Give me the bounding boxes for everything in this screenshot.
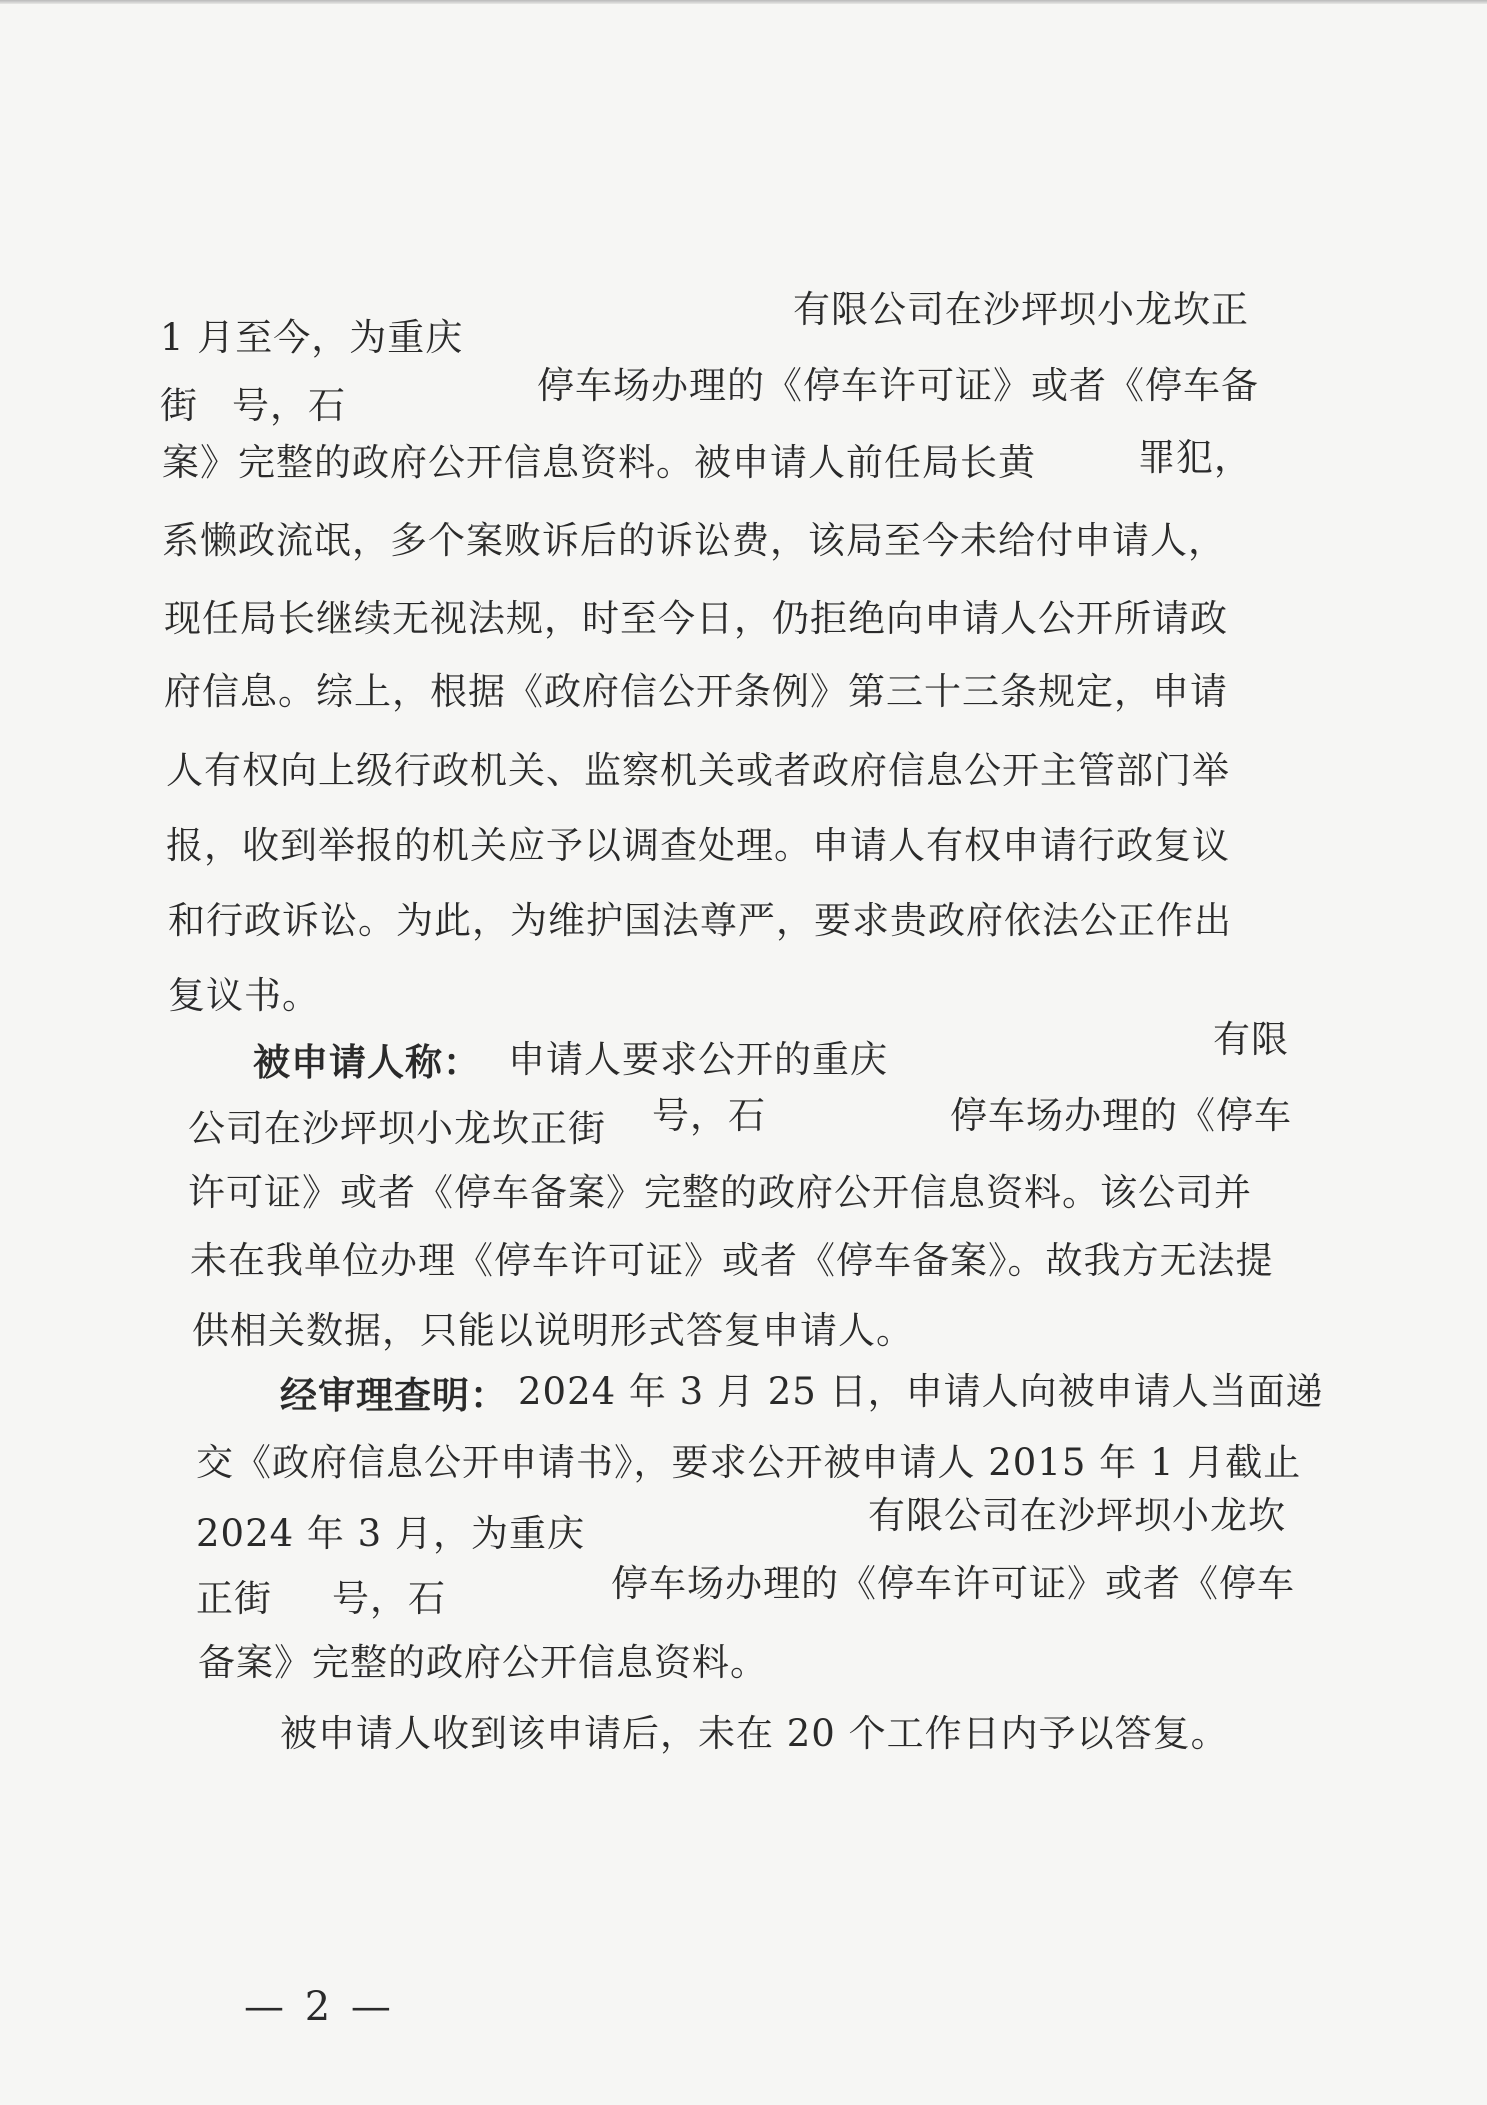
page-number: — 2 — bbox=[244, 1984, 395, 2030]
p1-line7: 人有权向上级行政机关、监察机关或者政府信息公开主管部门举 bbox=[166, 749, 1230, 792]
p2-line2-c: 停车场办理的《停车 bbox=[950, 1094, 1292, 1137]
p1-line2-a: 街 bbox=[160, 384, 198, 427]
p1-line3-b: 罪犯， bbox=[1138, 436, 1252, 479]
p3-line3-a: 2024 年 3 月，为重庆 bbox=[196, 1512, 585, 1555]
p3-line4-c: 停车场办理的《停车许可证》或者《停车 bbox=[611, 1562, 1295, 1605]
p1-line2-b: 号，石 bbox=[232, 384, 346, 427]
p1-line1-b: 有限公司在沙坪坝小龙坎正 bbox=[793, 288, 1249, 331]
p1-line8: 报，收到举报的机关应予以调查处理。申请人有权申请行政复议 bbox=[166, 824, 1230, 867]
p1-line6: 府信息。综上，根据《政府信公开条例》第三十三条规定，申请 bbox=[164, 670, 1228, 713]
p1-line2-c: 停车场办理的《停车许可证》或者《停车备 bbox=[537, 364, 1259, 407]
p2-line2-b: 号，石 bbox=[652, 1094, 766, 1137]
p2-line5: 供相关数据，只能以说明形式答复申请人。 bbox=[192, 1309, 914, 1352]
p4-line1: 被申请人收到该申请后，未在 20 个工作日内予以答复。 bbox=[280, 1712, 1229, 1755]
p1-line5: 现任局长继续无视法规，时至今日，仍拒绝向申请人公开所请政 bbox=[164, 597, 1228, 640]
p3-heading: 经审理查明： bbox=[280, 1374, 508, 1417]
scan-top-edge bbox=[0, 0, 1487, 4]
p2-line2-a: 公司在沙坪坝小龙坎正街 bbox=[188, 1107, 606, 1150]
p2-line1-a: 申请人要求公开的重庆 bbox=[508, 1038, 888, 1081]
p2-line3: 许可证》或者《停车备案》完整的政府公开信息资料。该公司并 bbox=[188, 1171, 1252, 1214]
p3-line5: 备案》完整的政府公开信息资料。 bbox=[198, 1641, 768, 1684]
p1-line3-a: 案》完整的政府公开信息资料。被申请人前任局长黄 bbox=[162, 441, 1036, 484]
p3-line2: 交《政府信息公开申请书》，要求公开被申请人 2015 年 1 月截止 bbox=[196, 1441, 1302, 1484]
p3-line1: 2024 年 3 月 25 日，申请人向被申请人当面递 bbox=[518, 1370, 1324, 1413]
p1-line4: 系懒政流氓，多个案败诉后的诉讼费，该局至今未给付申请人， bbox=[162, 519, 1226, 562]
p1-line10: 复议书。 bbox=[168, 974, 320, 1017]
p2-line4: 未在我单位办理《停车许可证》或者《停车备案》。故我方无法提 bbox=[190, 1239, 1274, 1282]
p3-line4-b: 号，石 bbox=[332, 1577, 446, 1620]
p2-line1-b: 有限 bbox=[1213, 1018, 1289, 1061]
p2-heading: 被申请人称： bbox=[253, 1041, 481, 1084]
p3-line3-b: 有限公司在沙坪坝小龙坎 bbox=[868, 1494, 1286, 1537]
p1-line1-a: 1 月至今，为重庆 bbox=[160, 316, 464, 359]
p1-line9: 和行政诉讼。为此，为维护国法尊严，要求贵政府依法公正作出 bbox=[168, 899, 1232, 942]
p3-line4-a: 正街 bbox=[196, 1577, 272, 1620]
